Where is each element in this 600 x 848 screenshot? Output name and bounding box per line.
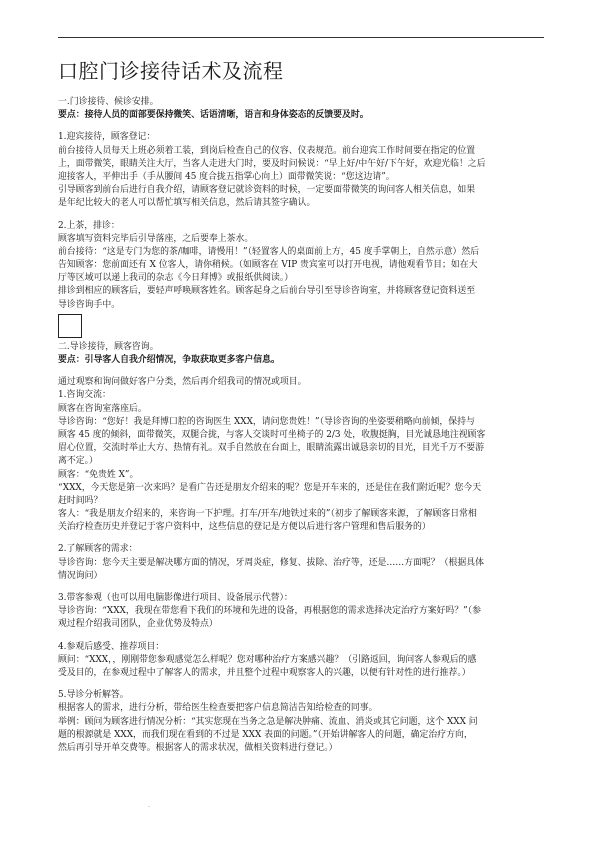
footer-mark: . [148,802,150,809]
document-body [58,96,544,755]
paragraph-line: 前台接待：“这是专门为您的茶/咖啡，请慢用！”（轻置客人的桌面前上方，45 度手掌朝上，自然示意）然后 [58,246,480,257]
section2-item4-paragraph [58,654,544,680]
paragraph-line: 受及目的，在参观过程中了解客人的需求，并且整个过程中观察客人的兴趣，以便有针对性的进行推荐。） [58,667,471,678]
empty-box-placeholder [58,314,82,338]
paragraph-line: 导诊咨询：您今天主要是解决哪方面的情况，牙周炎症，修复、拔除、治疗等，还是……方面呢？（根据具体 [58,557,484,568]
paragraph-line: 厅等区域可以递上我司的杂志《今日拜博》或报纸供阅读。） [58,273,294,284]
paragraph-line: 导诊咨询：“XXX，我现在带您看下我们的环境和先进的设备，再根据您的需求选择决定治疗方案好吗？”（参 [58,606,481,617]
section2-item3-paragraph [58,605,544,631]
paragraph-line: 告知顾客：您前面还有 X 位客人，请你稍候。（如顾客在 VIP 贵宾室可以打开电视，请他观看节目；如在大 [58,260,478,271]
section1-key-point: 要点：接待人员的面部要保持微笑、话语清晰，语言和身体姿态的反馈要及时。 [58,110,369,121]
section1-item2-heading: 2.上茶，排诊： [58,220,120,231]
section2-item4-heading: 4.参观后感受、推荐项目： [58,641,165,652]
paragraph-line: 前台接待人员每天上班必须着工装，到岗后检查自己的仪容、仪表规范。前台迎宾工作时间要在指定的位置 [58,145,476,156]
paragraph-line: 顾客：“免贵姓 X”。 [58,469,139,480]
paragraph-line: 上，面带微笑，眼睛关注大厅，当客人走进大门时，要及时问候说：“早上好/中午好/下午好，欢迎光临！之后 [58,158,486,169]
paragraph-line: 迎接客人，平伸出手（手从腰间 45 度合拢五指掌心向上）面带微笑说：“您这边请”。 [58,171,395,182]
section2-item1-heading: 1.咨询交流： [58,390,111,401]
paragraph-line: 顾客在咨询室落座后。 [58,403,147,414]
section1-heading: 一.门诊接待、候诊安排。 [58,97,159,107]
paragraph-line: 顾客填写资料完毕后引导落座，之后要奉上茶水。 [58,233,254,244]
section2-item2-paragraph [58,557,544,583]
paragraph-line: 引导顾客到前台后进行自我介绍，请顾客登记就诊资料的时候，一定要面带微笑的询问客人相关信息，如果 [58,185,476,196]
section2-item3-heading: 3.带客参观（也可以用电脑影像进行项目、设备展示代替）： [58,593,293,603]
header-rule [58,37,544,38]
paragraph-line: 离不定。） [58,456,98,467]
section1-item1-heading: 1.迎宾接待，顾客登记： [58,132,156,143]
paragraph-line: “XXX，今天您是第一次来吗？是看广告还是朋友介绍来的呢？您是开车来的，还是住在我们附近呢？您今天 [58,482,482,493]
paragraph-line: 举例：顾问为顾客进行情况分析：“其实您现在当务之急是解决肿痛、流血、消炎或其它问题，这个 XXX 问 [58,716,478,727]
paragraph-line: 题的根源就是 XXX，而我们现在看到的不过是 XXX 表面的问题。”（开始讲解客人的问题，确定治疗方向， [58,729,473,740]
paragraph-line: 顾客 45 度的倾斜，面带微笑，双腿合拢，与客人交谈时可坐椅子的 2/3 处，收腹挺胸，目光诚恳地注视顾客 [58,429,486,440]
section1-item1-paragraph [58,145,544,211]
section1-item2-paragraph [58,233,544,312]
paragraph-line: 根据客人的需求，进行分析，带给医生检查要把客户信息简洁告知给检查的同事。 [58,703,378,714]
paragraph-line: 导诊咨询：“您好！我是拜博口腔的咨询医生 XXX，请问您贵姓！”（导诊咨询的坐姿要稍略向前倾，保持与 [58,416,475,427]
paragraph-line: 顾问：“XXX，，刚刚带您参观感觉怎么样呢？您对哪种治疗方案感兴趣？（引路返回，询问客人参观后的感 [58,654,477,665]
paragraph-line: 观过程介绍我司团队，企业优势及特点） [58,619,218,630]
paragraph-line: 眉心位置，交流时举止大方、热情有礼。双手自然放在台面上，眼睛流露出诚恳亲切的目光，目光千万不要游 [58,443,484,454]
paragraph-line: 是年纪比较大的老人可以帮忙填写相关信息，然后请其签字确认。 [58,198,316,209]
paragraph-line: 排诊到相应的顾客后，要轻声呼唤顾客姓名。顾客起身之后前台导引至导诊咨询室，并将顾客登记资料送至 [58,286,476,297]
section2-key-point: 要点：引导客人自我介绍情况，争取获取更多客户信息。 [58,355,280,365]
paragraph-line: 赶时间吗？ [58,495,103,506]
paragraph-line: 情况询问） [58,570,103,581]
section2-item1-paragraph [58,403,544,535]
section2-heading: 二.导诊接待，顾客咨询。 [58,341,159,352]
section2-item2-heading: 2.了解顾客的需求： [58,544,138,555]
paragraph-line: 关治疗检查历史并登记于客户资料中，这些信息的登记是方便以后进行客户管理和售后服务的） [58,522,431,533]
section2-item5-heading: 5.导诊分析解答。 [58,690,129,701]
paragraph-line: 导诊咨询手中。 [58,299,121,310]
section2-item5-paragraph [58,702,544,755]
paragraph-line: 然后再引导开单交费等。根据客人的需求状况，做相关资料进行登记。） [58,742,338,753]
document-title: 口腔门诊接待话术及流程 [58,59,284,83]
section2-intro: 通过观察和询问做好客户分类，然后再介绍我司的情况或项目。 [58,377,307,388]
paragraph-line: 客人：“我是朋友介绍来的，来咨询一下护理。打车/开车/地铁过来的”（初步了解顾客来源，了解顾客日常相 [58,509,477,520]
